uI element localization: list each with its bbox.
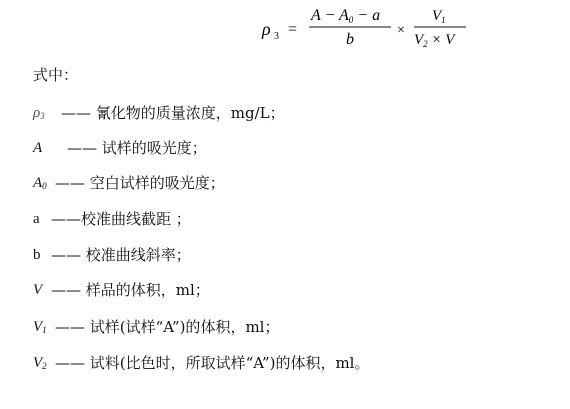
formula-equals: = bbox=[288, 21, 298, 38]
intro-label: 式中： bbox=[33, 66, 79, 84]
definition-text: —— 试料(比色时，所取试样“A”)的体积，ml。 bbox=[55, 354, 370, 372]
formula-lhs-symbol: ρ bbox=[262, 19, 271, 39]
formula bbox=[0, 0, 570, 56]
definition-symbol: $\rho_3$ bbox=[33, 105, 45, 121]
definition-text: —— 试样(试样“A”)的体积，ml； bbox=[55, 318, 280, 336]
definition-symbol: A bbox=[33, 140, 43, 156]
formula-denominator-2: $V_2 \times V$ bbox=[414, 32, 455, 49]
definition-symbol: $V_2$ bbox=[33, 355, 47, 371]
formula-numerator-2: $V_1$ bbox=[432, 8, 446, 25]
definition-text: ——校准曲线截距 ； bbox=[51, 210, 191, 228]
definition-text: —— 氰化物的质量浓度，mg/L； bbox=[61, 104, 285, 122]
formula-numerator-1: A − A0 − a bbox=[311, 7, 381, 25]
formula-denominator-1: b bbox=[346, 31, 354, 48]
definition-text: —— 校准曲线斜率； bbox=[51, 246, 191, 264]
formula-times: × bbox=[397, 23, 405, 38]
definition-symbol: b bbox=[33, 247, 41, 263]
definition-symbol: $V_1$ bbox=[33, 319, 47, 335]
definition-symbol: $A_0$ bbox=[33, 175, 47, 191]
definition-symbol: a bbox=[33, 211, 40, 227]
definition-text: —— 样品的体积，ml； bbox=[51, 281, 210, 299]
definition-text: —— 空白试样的吸光度； bbox=[55, 174, 225, 192]
formula-lhs-subscript: 3 bbox=[274, 31, 279, 42]
definition-symbol: V bbox=[33, 282, 43, 298]
definition-text: —— 试样的吸光度； bbox=[67, 139, 207, 157]
formula-graphic bbox=[0, 0, 570, 56]
